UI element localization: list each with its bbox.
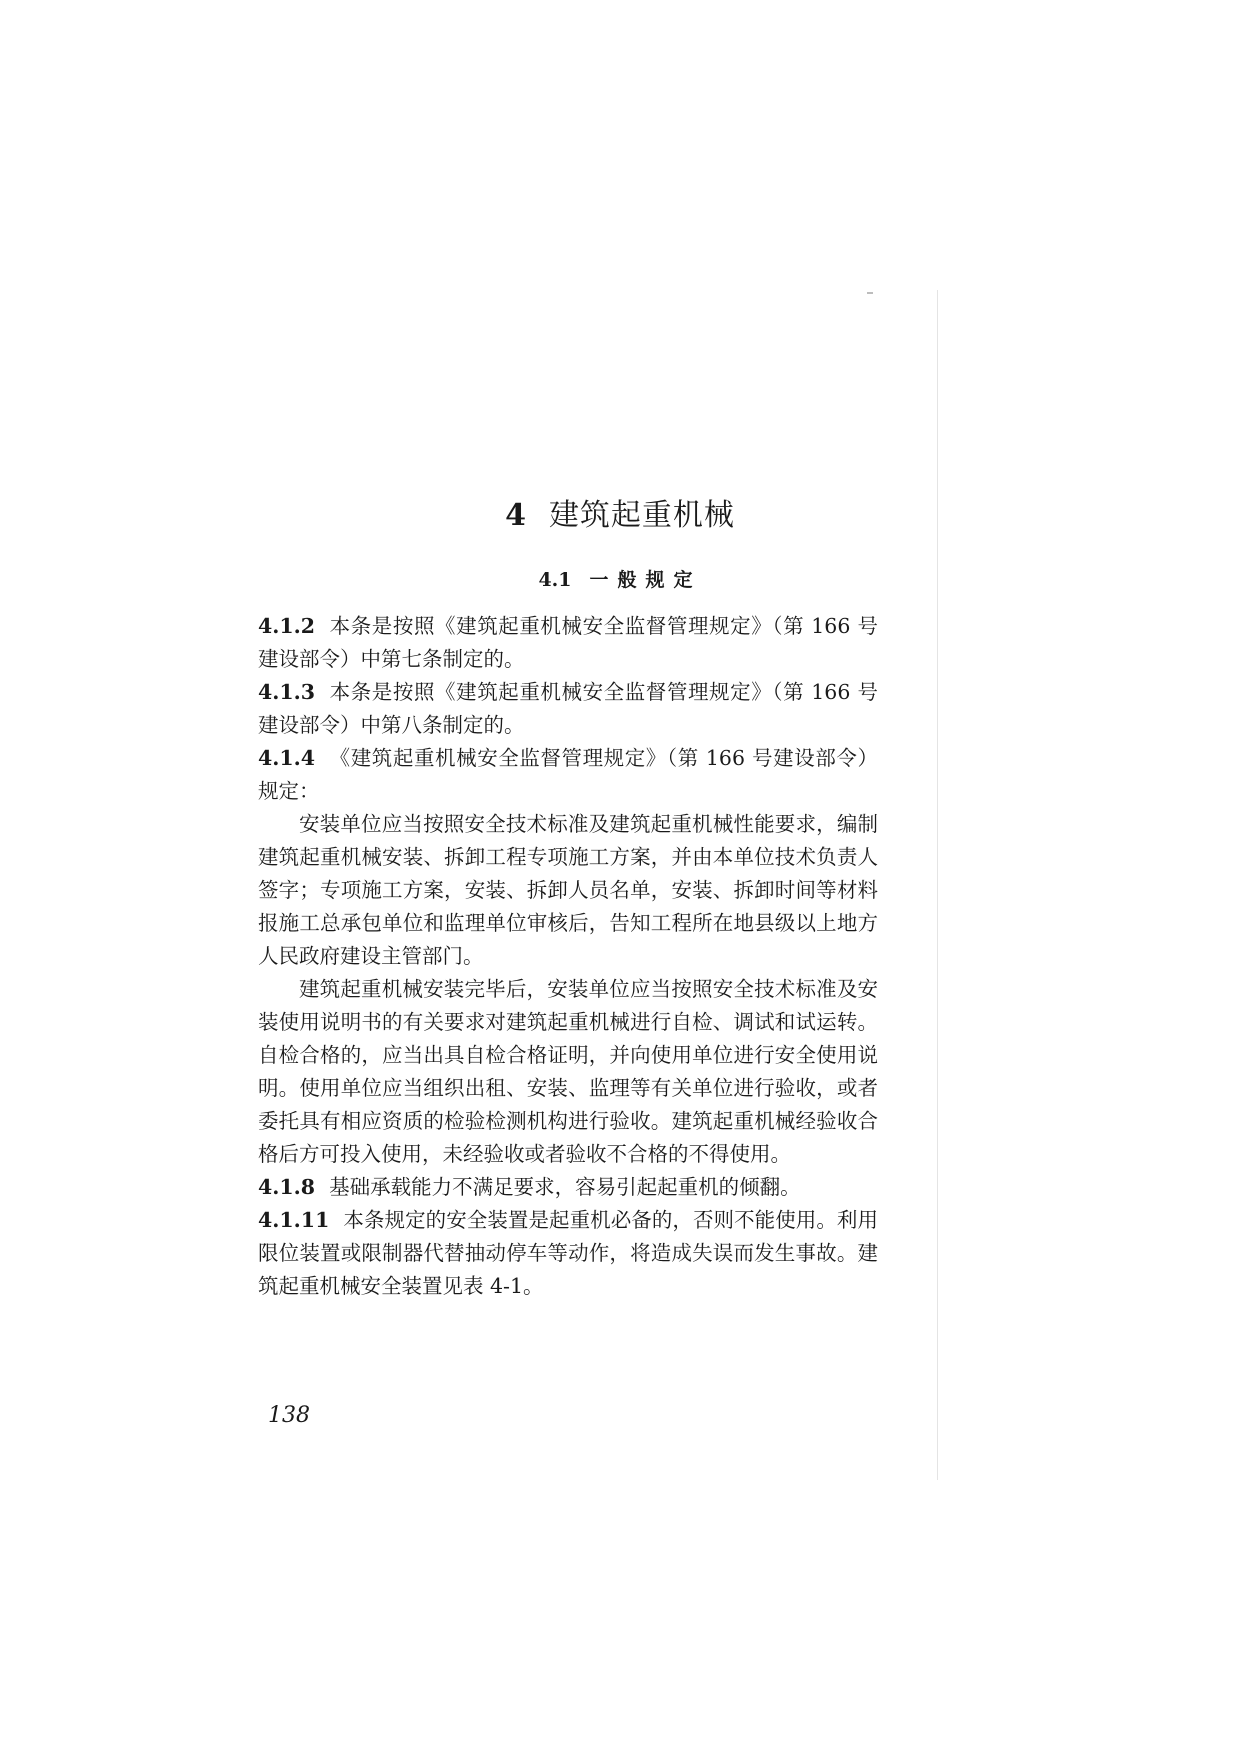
clause-number: 4.1.3 <box>258 680 316 704</box>
scan-edge-line <box>937 290 938 1480</box>
section-title <box>0 565 1240 592</box>
chapter-title-text: 建筑起重机械 <box>548 498 735 533</box>
page-number: 138 <box>268 1403 310 1428</box>
clause-4-1-4 <box>258 742 878 808</box>
clause-text: 本条是按照《建筑起重机械安全监督管理规定》（第 166 号建设部令）中第八条制定的。 <box>258 680 878 737</box>
body-text <box>258 610 878 1303</box>
section-title-text: 一般规定 <box>589 569 702 591</box>
clause-number: 4.1.8 <box>258 1175 316 1199</box>
scan-speck <box>867 292 873 294</box>
clause-text: 本条是按照《建筑起重机械安全监督管理规定》（第 166 号建设部令）中第七条制定的。 <box>258 614 878 671</box>
clause-text: 本条规定的安全装置是起重机必备的，否则不能使用。利用限位装置或限制器代替抽动停车等动作，将造成失误而发生事故。建筑起重机械安全装置见表 4-1。 <box>258 1208 878 1298</box>
chapter-title <box>0 490 1240 534</box>
clause-number: 4.1.2 <box>258 614 316 638</box>
clause-4-1-2 <box>258 610 878 676</box>
section-number: 4.1 <box>538 569 572 591</box>
clause-text: 《建筑起重机械安全监督管理规定》（第 166 号建设部令）规定： <box>258 746 878 803</box>
clause-4-1-8 <box>258 1171 878 1204</box>
clause-number: 4.1.11 <box>258 1208 330 1232</box>
clause-4-1-3 <box>258 676 878 742</box>
clause-4-1-11 <box>258 1204 878 1303</box>
clause-number: 4.1.4 <box>258 746 316 770</box>
quoted-paragraph: 建筑起重机械安装完毕后，安装单位应当按照安全技术标准及安装使用说明书的有关要求对建筑起重机械进行自检、调试和试运转。自检合格的，应当出具自检合格证明，并向使用单位进行安全使用说明。使用单位应当组织出租、安装、监理等有关单位进行验收，或者委托具有相应资质的检验检测机构进行验收。建筑起重机械经验收合格后方可投入使用，未经验收或者验收不合格的不得使用。 <box>258 977 878 1166</box>
clause-text: 基础承载能力不满足要求，容易引起起重机的倾翻。 <box>329 1175 801 1199</box>
chapter-number: 4 <box>505 498 527 533</box>
quoted-paragraph: 安装单位应当按照安全技术标准及建筑起重机械性能要求，编制建筑起重机械安装、拆卸工程专项施工方案，并由本单位技术负责人签字；专项施工方案，安装、拆卸人员名单，安装、拆卸时间等材料报施工总承包单位和监理单位审核后，告知工程所在地县级以上地方人民政府建设主管部门。 <box>258 812 878 968</box>
